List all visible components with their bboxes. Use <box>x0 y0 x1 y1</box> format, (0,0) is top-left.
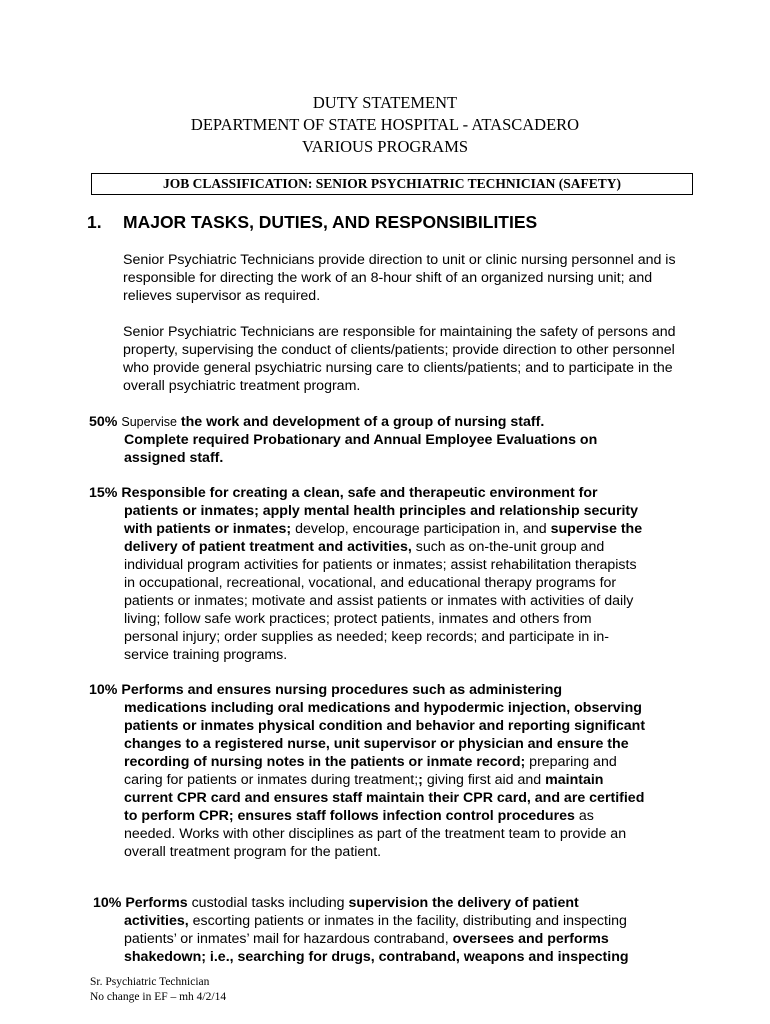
header-title: DUTY STATEMENT <box>312 93 458 112</box>
footer-revision: No change in EF – mh 4/2/14 <box>90 991 227 1003</box>
job-classification-box: JOB CLASSIFICATION: SENIOR PSYCHIATRIC TECHNICIAN (SAFETY) <box>91 173 693 195</box>
task-50-percent: 50% Supervise the work and development of a group of nursing staff. Complete required Probationary and Annual Employee Evaluations on assigned staff. <box>89 414 598 466</box>
header-programs: VARIOUS PROGRAMS <box>301 137 469 156</box>
footer-title: Sr. Psychiatric Technician <box>90 976 210 988</box>
section-title: MAJOR TASKS, DUTIES, AND RESPONSIBILITIES <box>123 212 538 232</box>
header-department: DEPARTMENT OF STATE HOSPITAL - ATASCADERO <box>190 115 580 134</box>
task-percent: 15% <box>89 485 118 501</box>
task-percent: 50% <box>89 414 118 430</box>
task-15-percent: 15% Responsible for creating a clean, safe and therapeutic environment for patients or inmates; apply mental health principles and relationship security with patients or inmates; develop, encourage participation in, and supervise the delivery of patient treatment and activities, such as on-the-unit group and individual program activities for patients or inmates; assist rehabilitation therapists in occupational, recreational, vocational, and educational therapy programs for patients or inmates; motivate and assist patients or inmates with activities of daily living; follow safe work practices; protect patients, inmates and others from personal injury; order supplies as needed; keep records; and participate in in- service training programs. <box>89 485 643 663</box>
section-heading <box>87 212 537 233</box>
intro-paragraph-2: Senior Psychiatric Technicians are responsible for maintaining the safety of persons and property, supervising the conduct of clients/patients; provide direction to other personnel who provide general psychiatric nursing care to clients/patients; and to participate in the overall psychiatric treatment program. <box>123 324 676 394</box>
task-10-percent-custodial: 10% Performs custodial tasks including supervision the delivery of patient activities, escorting patients or inmates in the facility, distributing and inspecting patients’ or inmates’ mail for hazardous contraband, oversees and performs shakedown; i.e., searching for drugs, contraband, weapons and inspecting <box>93 895 629 965</box>
section-number: 1. <box>87 212 102 232</box>
task-percent: 10% <box>89 682 118 698</box>
intro-paragraph-1: Senior Psychiatric Technicians provide direction to unit or clinic nursing personnel and is responsible for directing the work of an 8-hour shift of an organized nursing unit; and relieves supervisor as required. <box>123 252 676 304</box>
task-percent: 10% Performs <box>93 895 188 911</box>
task-10-percent-nursing: 10% Performs and ensures nursing procedures such as administering medications including oral medications and hypodermic injection, observing patients or inmates physical condition and behavior and reporting significant changes to a registered nurse, unit supervisor or physician and ensure the recording of nursing notes in the patients or inmate record; preparing and caring for patients or inmates during treatment;; giving first aid and maintain current CPR card and ensures staff maintain their CPR card, and are certified to perform CPR; ensures staff follows infection control procedures as needed. Works with other disciplines as part of the treatment team to provide an overall treatment program for the patient. <box>89 682 646 860</box>
